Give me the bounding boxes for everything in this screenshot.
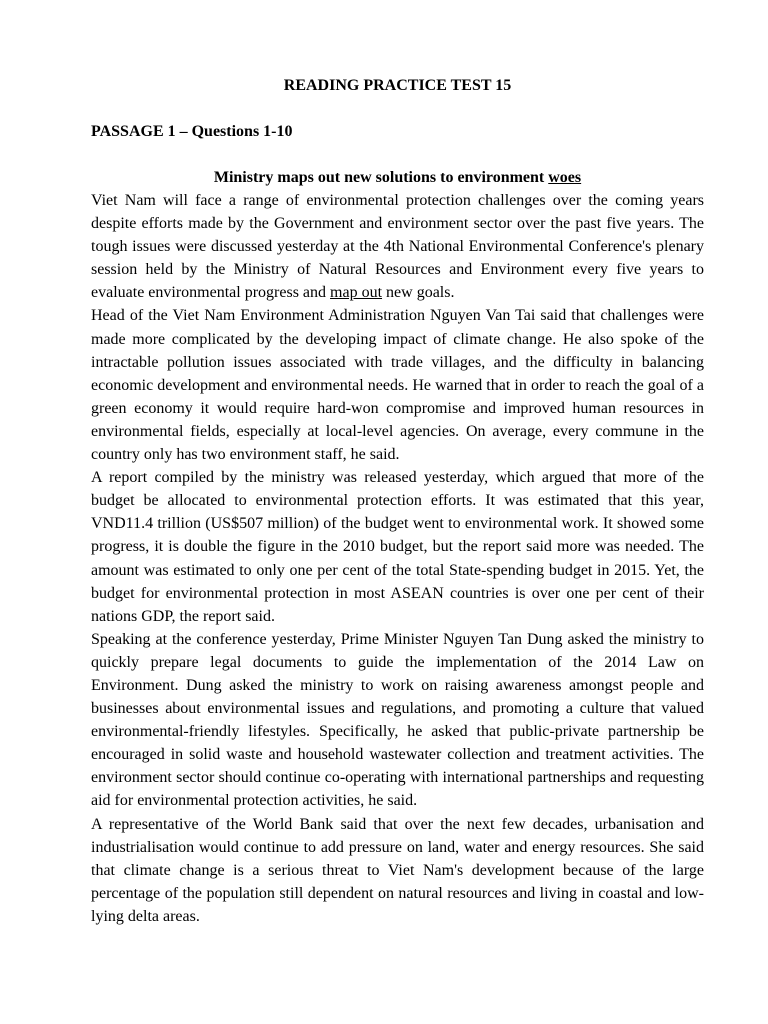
article-title-text: Ministry maps out new solutions to environment xyxy=(213,169,549,186)
paragraph-5: A representative of the World Bank said that over the next few decades, urbanisation and industrialisation would continue to add pressure on land, water and energy resources. She said that climate change is a serious threat to Viet Nam's development because of the large percentage of the population still dependent on natural resources and living in coastal and low-lying delta areas. xyxy=(91,815,704,925)
paragraph-1-underlined-phrase: map out xyxy=(330,284,383,302)
paragraph-1-text: Viet Nam will face a range of environmental protection challenges over the coming years despite efforts made by the Government and environment sector over the past five years. The tough issues were discussed yesterday at the 4th National Environmental Conference's plenary session held by the Ministry of Natural Resources and Environment every five years to evaluate environmental progress and xyxy=(91,192,704,302)
paragraph-1 xyxy=(91,189,704,304)
paragraph-4: Speaking at the conference yesterday, Prime Minister Nguyen Tan Dung asked the ministry to quickly prepare legal documents to guide the implementation of the 2014 Law on Environment. Dung asked the ministry to work on raising awareness amongst people and businesses about environmental issues and regulations, and promoting a culture that valued environmental-friendly lifestyles. Specifically, he asked that public-private partnership be encouraged in solid waste and household wastewater collection and treatment activities. The environment sector should continue co-operating with international partnerships and requesting aid for environmental protection activities, he said. xyxy=(91,630,704,810)
article-body xyxy=(91,189,704,928)
passage-heading: PASSAGE 1 – Questions 1-10 xyxy=(91,123,293,140)
test-title: READING PRACTICE TEST 15 xyxy=(283,77,512,94)
paragraph-3: A report compiled by the ministry was released yesterday, which argued that more of the budget be allocated to environmental protection efforts. It was estimated that this year, VND11.4 trillion (US$507 million) of the budget went to environmental work. It showed some progress, it is double the figure in the 2010 budget, but the report said more was needed. The amount was estimated to only one per cent of the total State-spending budget in 2015. Yet, the budget for environmental protection in most ASEAN countries is over one per cent of their nations GDP, the report said. xyxy=(91,469,704,625)
paragraph-2: Head of the Viet Nam Environment Administration Nguyen Van Tai said that challenges were made more complicated by the developing impact of climate change. He also spoke of the intractable pollution issues associated with trade villages, and the difficulty in balancing economic development and environmental needs. He warned that in order to reach the goal of a green economy it would require hard-won compromise and improved human resources in environmental fields, especially at local-level agencies. On average, every commune in the country only has two environment staff, he said. xyxy=(91,307,704,464)
article-title-underlined-word: woes xyxy=(548,169,582,186)
paragraph-1-text-end: new goals. xyxy=(382,284,455,302)
article-title xyxy=(91,168,704,188)
